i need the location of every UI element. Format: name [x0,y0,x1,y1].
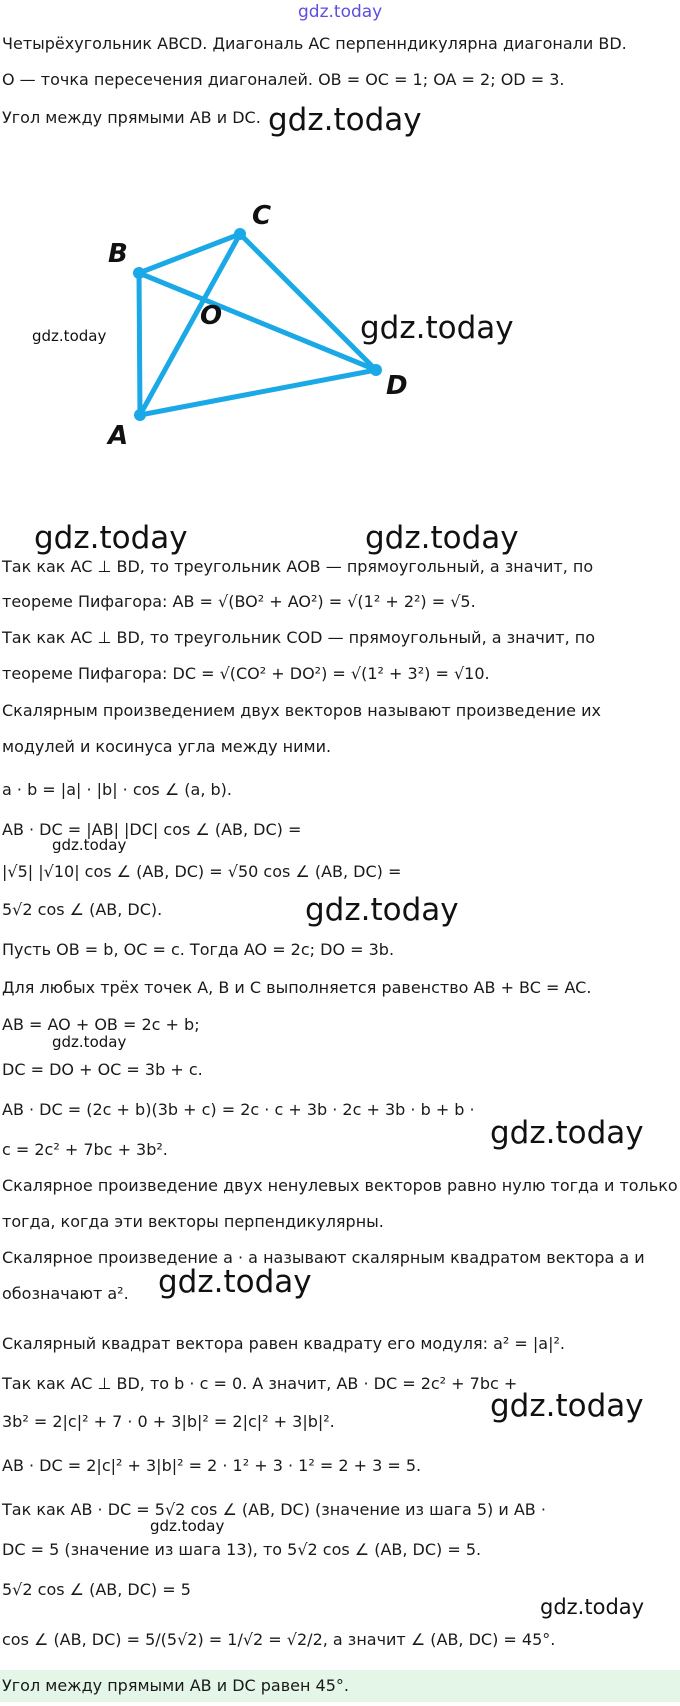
side-da [140,370,376,415]
formula-line: 3b² = 2|c|² + 7 · 0 + 3|b|² = 2|c|² + 3|b|². [2,1412,335,1431]
label-c: C [252,201,272,231]
formula-line: 5√2 cos ∠ (AB, DC) = 5 [2,1580,191,1599]
point-b [133,267,145,279]
watermark: gdz.today [305,892,459,928]
solution-line: тогда, когда эти векторы перпендикулярны. [2,1212,384,1231]
watermark: gdz.today [158,1264,312,1300]
watermark: gdz.today [360,310,514,346]
watermark: gdz.today [52,1033,127,1051]
solution-line: Скалярный квадрат вектора равен квадрату его модуля: a² = |a|². [2,1334,565,1353]
formula-line: |√5| |√10| cos ∠ (AB, DC) = √50 cos ∠ (AB, DC) = [2,862,402,881]
solution-line: теореме Пифагора: DC = √(CO² + DO²) = √(1² + 3²) = √10. [2,664,490,683]
watermark: gdz.today [490,1115,644,1151]
diagonal-ac [140,234,240,415]
formula-line: AB · DC = |AB| |DC| cos ∠ (AB, DC) = [2,820,302,839]
watermark: gdz.today [540,1595,645,1619]
solution-line: теореме Пифагора: AB = √(BO² + AO²) = √(1² + 2²) = √5. [2,592,476,611]
formula-line: cos ∠ (AB, DC) = 5/(5√2) = 1/√2 = √2/2, а значит ∠ (AB, DC) = 45°. [2,1630,556,1649]
label-d: D [386,371,408,401]
problem-line: Четырёхугольник ABCD. Диагональ AC перпенндикулярна диагонали BD. [2,34,627,53]
watermark: gdz.today [150,1517,225,1535]
side-ab [139,273,140,415]
solution-line: Так как AC ⊥ BD, то треугольник AOB — прямоугольный, а значит, по [2,557,594,576]
label-a: A [108,421,129,451]
watermark: gdz.today [34,520,188,556]
formula-line: AB = AO + OB = 2c + b; [2,1015,200,1034]
formula-line: c = 2c² + 7bc + 3b². [2,1140,168,1159]
label-b: B [108,239,128,269]
watermark: gdz.today [268,102,422,138]
formula-line: DC = 5 (значение из шага 13), то 5√2 cos ∠ (AB, DC) = 5. [2,1540,482,1559]
side-cd [240,234,376,370]
quadrilateral-figure [0,180,680,510]
formula-line: Так как AC ⊥ BD, то b · c = 0. А значит, AB · DC = 2c² + 7bc + [2,1374,518,1393]
point-c [234,228,246,240]
point-a [134,409,146,421]
formula-line: Так как AB · DC = 5√2 cos ∠ (AB, DC) (значение из шага 5) и AB · [2,1500,546,1519]
answer-block [0,1670,680,1702]
problem-line: Угол между прямыми AB и DC. [2,108,261,127]
formula-line: 5√2 cos ∠ (AB, DC). [2,900,163,919]
formula-line: Для любых трёх точек A, B и C выполняется равенство AB + BC = AC. [2,978,592,997]
formula-line: AB · DC = 2|c|² + 3|b|² = 2 · 1² + 3 · 1² = 2 + 3 = 5. [2,1456,422,1475]
label-o: O [200,301,223,331]
formula-line: DC = DO + OC = 3b + c. [2,1060,203,1079]
solution-line: Скалярным произведением двух векторов называют произведение их [2,701,601,720]
solution-line: модулей и косинуса угла между ними. [2,737,332,756]
formula-line: Пусть OB = b, OC = c. Тогда AO = 2c; DO = 3b. [2,940,395,959]
formula-line: a · b = |a| · |b| · cos ∠ (a, b). [2,780,232,799]
solution-line: Скалярное произведение a · a называют скалярным квадратом вектора a и [2,1248,645,1267]
side-bc [139,234,240,273]
watermark: gdz.today [298,2,383,22]
point-d [370,364,382,376]
watermark: gdz.today [32,327,107,345]
answer-text: Угол между прямыми AB и DC равен 45°. [2,1676,349,1695]
watermark: gdz.today [52,836,127,854]
solution-line: Так как AC ⊥ BD, то треугольник COD — прямоугольный, а значит, по [2,628,596,647]
watermark: gdz.today [490,1388,644,1424]
solution-line: Скалярное произведение двух ненулевых векторов равно нулю тогда и только [2,1176,678,1195]
solution-line: обозначают a². [2,1284,129,1303]
problem-line: O — точка пересечения диагоналей. OB = OC = 1; OA = 2; OD = 3. [2,70,565,89]
formula-line: AB · DC = (2c + b)(3b + c) = 2c · c + 3b · 2c + 3b · b + b · [2,1100,475,1119]
watermark: gdz.today [365,520,519,556]
